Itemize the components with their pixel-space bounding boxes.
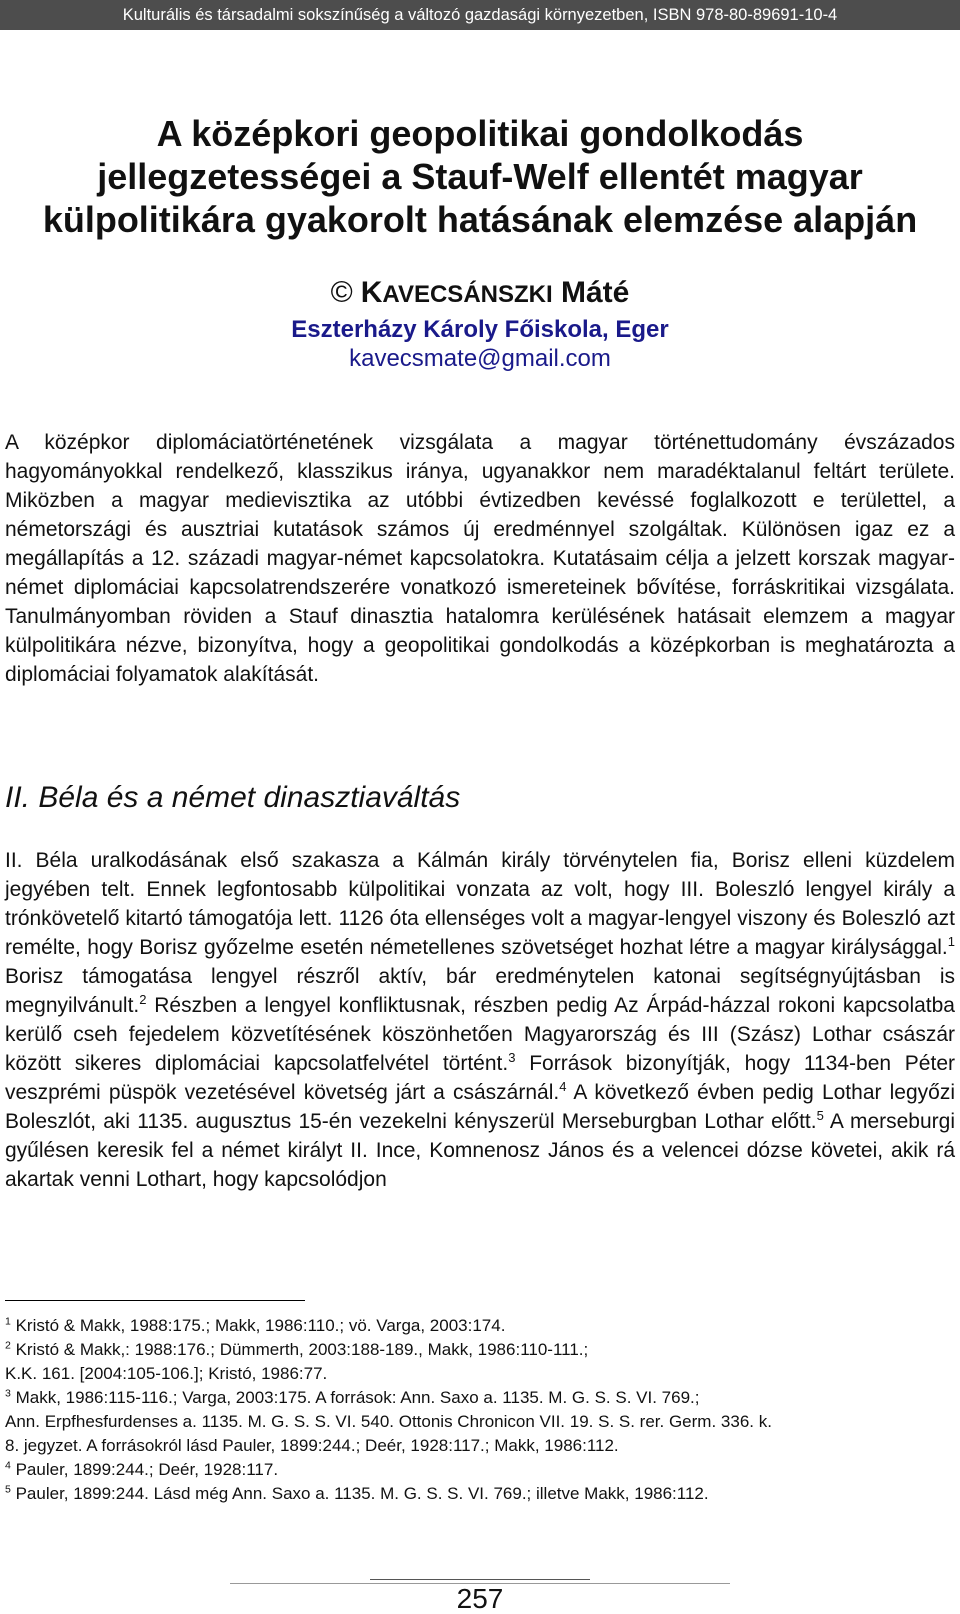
footnote-ref-1[interactable]: 1 — [947, 934, 955, 949]
abstract-paragraph: A középkor diplomáciatörténetének vizsgálata a magyar történettudomány évszázados hagyományokkal rendelkező, klasszikus iránya, ugyanakkor nem maradéktalanul feltárt területe. Miközben a magyar medievisztika az utóbbi évtizedben kevéssé foglalkozott e területtel, a németországi és ausztriai kutatások számos új eredménnyel szolgáltak. Különösen igaz ez a megállapítás a 12. századi magyar-német kapcsolatokra. Kutatásaim célja a jelzett korszak magyar-német diplomáciai kapcsolatrendszerére vonatkozó ismereteinek bővítése, forráskritikai vizsgálata. Tanulmányomban röviden a Stauf dinasztia hatalomra kerülésének hatásait elemzem a magyar külpolitikára nézve, bizonyítva, hogy a geopolitikai gondolkodás a középkorban is meghatározta a diplomáciai folyamatok alakítását. — [5, 431, 955, 686]
body-text-5: A következő évben pedig Lothar legyőzi Boleszlót, aki 1135. augusztus 15-én vezekelni kényszerül Merseburgban Lothar előtt. — [5, 1081, 955, 1133]
body-text-3: Részben a lengyel konfliktusnak, részben pedig Az Árpád-házzal rokoni kapcsolatba kerülő cseh fejedelem közvetítésének köszönhetően Magyarország és III (Szász) Lothar császár között sikeres diplomáciai kapcsolatfelvétel történt. — [5, 994, 955, 1075]
footnote-5 — [5, 1482, 955, 1506]
footnote-number: 2 — [5, 1339, 11, 1352]
author-institution: Eszterházy Károly Főiskola, Eger — [291, 316, 669, 343]
footnote-ref-5[interactable]: 5 — [816, 1108, 824, 1123]
body-text-6: A merseburgi gyűlésen keresik fel a német királyt II. Ince, Komnenosz János és a velencei dózse követei, akik rá akartak venni Lothart, hogy kapcsolódjon — [5, 1110, 955, 1191]
footnote-line: Pauler, 1899:244.; Deér, 1928:117. — [15, 1460, 279, 1479]
article-title: A középkori geopolitikai gondolkodás jellegzetességei a Stauf-Welf ellentét magyar külpolitikára gyakorolt hatásának elemzése alapján — [42, 113, 918, 240]
copyright-symbol: © — [330, 276, 353, 309]
footnote-number: 5 — [5, 1483, 11, 1496]
footnotes — [5, 1314, 955, 1506]
footnote-number: 1 — [5, 1315, 11, 1328]
footnote-line: Kristó & Makk,: 1988:176.; Dümmerth, 2003:188-189., Makk, 1986:110-111.; — [15, 1340, 589, 1359]
body-text-4: Források bizonyítják, hogy 1134-ben Péter veszprémi püspök vezetésével követség járt a császárnál. — [5, 1052, 955, 1104]
footnote-separator — [5, 1300, 305, 1301]
author-given-name: Máté — [561, 276, 630, 309]
footnote-line: Pauler, 1899:244. Lásd még Ann. Saxo a. 1135. M. G. S. S. VI. 769.; illetve Makk, 1986:112. — [15, 1484, 709, 1503]
footnote-ref-4[interactable]: 4 — [559, 1079, 567, 1094]
author-surname-rest: AVECSÁNSZKI — [382, 281, 553, 308]
footnote-line-continued: K.K. 161. [2004:105-106.]; Kristó, 1986:77. — [5, 1364, 328, 1383]
footnote-ref-2[interactable]: 2 — [139, 992, 147, 1007]
body-paragraph — [5, 846, 955, 1194]
footnote-2 — [5, 1338, 955, 1362]
footnote-line: Makk, 1986:115-116.; Varga, 2003:175. A források: Ann. Saxo a. 1135. M. G. S. S. VI. 769.; — [15, 1388, 700, 1407]
body-text-2: Borisz támogatása lengyel részről aktív, bár eredménytelen katonai segítségnyújtásban is megnyilvánult. — [5, 965, 955, 1017]
footnote-ref-3[interactable]: 3 — [508, 1050, 516, 1065]
author-email-link[interactable]: kavecsmate@gmail.com — [349, 345, 611, 372]
footnote-4 — [5, 1458, 955, 1482]
footnote-1 — [5, 1314, 955, 1338]
body-text-1: II. Béla uralkodásának első szakasza a Kálmán király törvénytelen fia, Borisz elleni küzdelem jegyében telt. Ennek legfontosabb külpolitikai vonzata az volt, hogy III. Boleszló lengyel király a trónkövetelő kitartó támogatója lett. 1126 óta ellenséges volt a magyar-lengyel viszony és Boleszló azt remélte, hogy Borisz győzelme esetén németellenes szövetséget hozhat létre a magyar királysággal. — [5, 849, 955, 959]
footer-rule-short — [370, 1579, 590, 1580]
footnote-3 — [5, 1386, 955, 1410]
footnote-number: 4 — [5, 1459, 11, 1472]
footnote-line: Kristó & Makk, 1988:175.; Makk, 1986:110.; vö. Varga, 2003:174. — [15, 1316, 506, 1335]
author-surname-initial: K — [360, 276, 383, 309]
footnote-number: 3 — [5, 1387, 11, 1400]
footnote-line-continued: Ann. Erpfhesfurdenses a. 1135. M. G. S. S. VI. 540. Ottonis Chronicon VII. 19. S. S. rer. Germ. 336. k. — [5, 1412, 772, 1431]
section-heading: II. Béla és a német dinasztiaváltás — [5, 781, 461, 814]
author-line — [0, 273, 960, 315]
page-number: 257 — [456, 1583, 504, 1614]
running-header: Kulturális és társadalmi sokszínűség a változó gazdasági környezetben, ISBN 978-80-89691-10-4 — [0, 0, 960, 30]
footnote-line-continued: 8. jegyzet. A forrásokról lásd Pauler, 1899:244.; Deér, 1928:117.; Makk, 1986:112. — [5, 1436, 619, 1455]
